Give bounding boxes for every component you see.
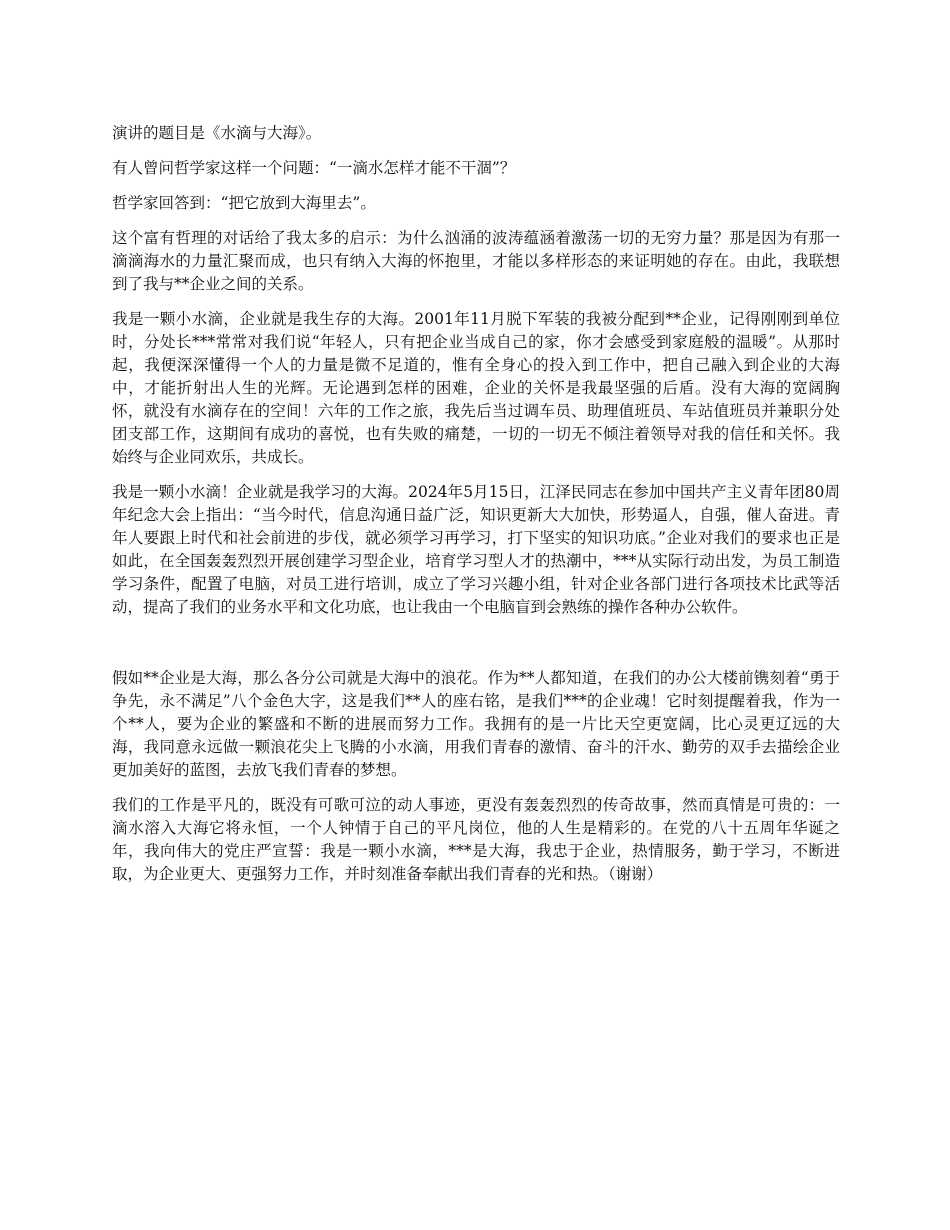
speech-title-line: 演讲的题目是《水滴与大海》。 <box>112 124 322 142</box>
document-body <box>112 122 840 898</box>
question-paragraph: 有人曾问哲学家这样一个问题：“一滴水怎样才能不干涸”？ <box>112 159 516 177</box>
enterprise-spirit-paragraph: 假如**企业是大海，那么各分公司就是大海中的浪花。作为**人都知道，在我们的办公大楼前镌刻着“勇于争先，永不满足”八个金色大字，这是我们**人的座右铭，是我们***的企业魂！它时刻提醒着我，作为一个**人，要为企业的繁盛和不断的进展而努力工作。我拥有的是一片比天空更宽阔，比心灵更辽远的大海，我同意永远做一颗浪花尖上飞腾的小水滴，用我们青春的激情、奋斗的汗水、勤劳的双手去描绘企业更加美好的蓝图，去放飞我们青春的梦想。 <box>112 669 840 779</box>
learning-sea-paragraph: 我是一颗小水滴！企业就是我学习的大海。2024年5月15日，江泽民同志在参加中国共产主义青年团80周年纪念大会上指出：“当今时代，信息沟通日益广泛，知识更新大大加快，形势逼人，自强，催人奋进。青年人要跟上时代和社会前进的步伐，就必须学习再学习，打下坚实的知识功底。”企业对我们的要求也正是如此，在全国轰轰烈烈开展创建学习型企业，培育学习型人才的热潮中，***从实际行动出发，为员工制造学习条件，配置了电脑，对员工进行培训，成立了学习兴趣小组，针对企业各部门进行各项技术比武等活动，提高了我们的业务水平和文化功底，也让我由一个电脑盲到会熟练的操作各种办公软件。 <box>112 483 840 616</box>
answer-paragraph: 哲学家回答到：“把它放到大海里去”。 <box>112 194 376 212</box>
living-sea-paragraph: 我是一颗小水滴，企业就是我生存的大海。2001年11月脱下军装的我被分配到**企业，记得刚刚到单位时，分处长***常常对我们说“年轻人，只有把企业当成自己的家，你才会感受到家庭般的温暖”。从那时起，我便深深懂得一个人的力量是微不足道的，惟有全身心的投入到工作中，把自己融入到企业的大海中，才能折射出人生的光辉。无论遇到怎样的困难，企业的关怀是我最坚强的后盾。没有大海的宽阔胸怀，就没有水滴存在的空间！六年的工作之旅，我先后当过调车员、助理值班员、车站值班员并兼职分处团支部工作，这期间有成功的喜悦，也有失败的痛楚，一切的一切无不倾注着领导对我的信任和关怀。我始终与企业同欢乐，共成长。 <box>112 310 840 466</box>
closing-paragraph: 我们的工作是平凡的，既没有可歌可泣的动人事迹，更没有轰轰烈烈的传奇故事，然而真情是可贵的：一滴水溶入大海它将永恒，一个人钟情于自己的平凡岗位，他的人生是精彩的。在党的八十五周年华诞之年，我向伟大的党庄严宣誓：我是一颗小水滴，***是大海，我忠于企业，热情服务，勤于学习，不断进取，为企业更大、更强努力工作，并时刻准备奉献出我们青春的光和热。（谢谢） <box>112 796 840 883</box>
reflection-paragraph: 这个富有哲理的对话给了我太多的启示：为什么汹涌的波涛蕴涵着激荡一切的无穷力量？那是因为有那一滴滴海水的力量汇聚而成，也只有纳入大海的怀抱里，才能以多样形态的来证明她的存在。由此，我联想到了我与**企业之间的关系。 <box>112 229 840 293</box>
paragraph-gap <box>112 631 840 667</box>
